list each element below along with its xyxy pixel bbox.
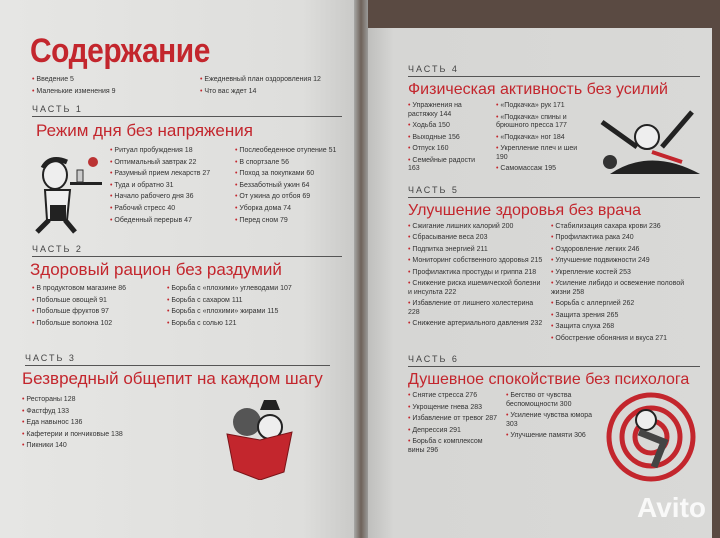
part-6-section — [408, 354, 700, 482]
toc-entry: • В спортзале 56 — [235, 157, 336, 169]
part-2-title: Здоровый рацион без раздумий — [30, 260, 282, 279]
toc-entry: • Укрепление плеч и шеи 190 — [496, 145, 588, 162]
book-gutter — [354, 0, 368, 538]
toc-entry: • Профилактика простуды и гриппа 218 — [408, 269, 543, 278]
toc-entry: • Ходьба 150 — [408, 122, 488, 131]
toc-entry: • Борьба с «плохими» жирами 115 — [167, 306, 292, 318]
toc-entry: • Перед сном 79 — [235, 215, 336, 227]
toc-entry: • Снижение риска ишемической болезни и инсульта 222 — [408, 280, 543, 297]
toc-entry: • Защита слуха 268 — [551, 323, 699, 332]
toc-entry: • Борьба с сахаром 111 — [167, 295, 292, 307]
toc-entry: • «Подкачка» спины и брюшного пресса 177 — [496, 114, 588, 131]
toc-entry: • Сжигание лишних калорий 200 — [408, 223, 543, 232]
toc-entry: • Что вас ждет 14 — [200, 86, 321, 98]
toc-entry: • Мониторинг собственного здоровья 215 — [408, 257, 543, 266]
intro-col1 — [32, 74, 116, 97]
toc-entry: • Избавление от тревог 287 — [408, 415, 498, 424]
part-2-label: ЧАСТЬ 2 — [32, 244, 342, 257]
toc-entry: • Семейные радости 163 — [408, 157, 488, 174]
part-4-label: ЧАСТЬ 4 — [408, 64, 700, 77]
toc-entry: • Улучшение подвижности 249 — [551, 257, 699, 266]
target-man-illustration — [604, 392, 699, 482]
happy-man-illustration — [596, 102, 700, 174]
toc-entry: • Начало рабочего дня 36 — [110, 191, 210, 203]
toc-entry: • Пикники 140 — [22, 440, 123, 452]
toc-entry: • Ежедневный план оздоровления 12 — [200, 74, 321, 86]
toc-entry: • Рестораны 128 — [22, 394, 123, 406]
toc-entry: • Побольше овощей 91 — [32, 295, 126, 307]
toc-entry: • Усиление либидо и освежение половой жизни 258 — [551, 280, 699, 297]
toc-entry: • Бегство от чувства беспомощности 300 — [506, 392, 596, 409]
toc-entry: • Защита зрения 265 — [551, 312, 699, 321]
part-5-title: Улучшение здоровья без врача — [408, 201, 642, 219]
part-1-col1 — [110, 145, 210, 226]
part-4-title: Физическая активность без усилий — [408, 81, 668, 98]
toc-entry: • Введение 5 — [32, 74, 116, 86]
part-2-col1 — [32, 283, 126, 329]
toc-entry: • Борьба с солью 121 — [167, 318, 292, 330]
toc-entry: • От ужина до отбоя 69 — [235, 191, 336, 203]
page-title: Содержание — [30, 32, 210, 70]
toc-entry: • Укрощение гнева 283 — [408, 404, 498, 413]
toc-entry: • Ритуал пробуждения 18 — [110, 145, 210, 157]
toc-entry: • Оптимальный завтрак 22 — [110, 157, 210, 169]
toc-entry: • Снятие стресса 276 — [408, 392, 498, 401]
part-2-col2 — [167, 283, 292, 329]
toc-entry: • Борьба с «плохими» углеводами 107 — [167, 283, 292, 295]
toc-entry: • Профилактика рака 240 — [551, 234, 699, 243]
part-4-col2 — [496, 102, 588, 177]
part-3-title: Безвредный общепит на каждом шагу — [22, 369, 323, 388]
avito-watermark: Avito — [637, 492, 706, 523]
toc-entry: • Фастфуд 133 — [22, 406, 123, 418]
readers-illustration — [222, 392, 297, 480]
toc-entry: • Уборка дома 74 — [235, 203, 336, 215]
toc-entry: • Обеденный перерыв 47 — [110, 215, 210, 227]
toc-entry: • «Подкачка» ног 184 — [496, 134, 588, 143]
waiter-illustration — [25, 150, 105, 235]
part-5-col1 — [408, 223, 543, 332]
toc-entry: • Побольше фруктов 97 — [32, 306, 126, 318]
part-4-section — [408, 64, 700, 177]
toc-entry: • Беззаботный ужин 64 — [235, 180, 336, 192]
toc-entry: • Маленькие изменения 9 — [32, 86, 116, 98]
right-page-content — [408, 64, 700, 490]
part-6-col2 — [506, 392, 596, 444]
toc-entry: • Побольше волокна 102 — [32, 318, 126, 330]
toc-entry: • Разумный прием лекарств 27 — [110, 168, 210, 180]
toc-entry: • Выходные 156 — [408, 134, 488, 143]
toc-entry: • Оздоровление легких 246 — [551, 246, 699, 255]
part-3-col1 — [22, 394, 123, 452]
part-3-label: ЧАСТЬ 3 — [25, 353, 330, 366]
toc-entry: • Туда и обратно 31 — [110, 180, 210, 192]
toc-entry: • Сбрасывание веса 203 — [408, 234, 543, 243]
part-6-label: ЧАСТЬ 6 — [408, 354, 700, 367]
toc-entry: • Обострение обоняния и вкуса 271 — [551, 335, 699, 344]
toc-entry: • Усиление чувства юмора 303 — [506, 412, 596, 429]
part-1-title: Режим дня без напряжения — [36, 121, 253, 140]
part-1-label: ЧАСТЬ 1 — [32, 104, 342, 117]
toc-entry: • «Подкачка» рук 171 — [496, 102, 588, 111]
toc-entry: • Самомассаж 195 — [496, 165, 588, 174]
part-4-col1 — [408, 102, 488, 177]
toc-entry: • Депрессия 291 — [408, 427, 498, 436]
toc-entry: • Поход за покупками 60 — [235, 168, 336, 180]
toc-entry: • Стабилизация сахара крови 236 — [551, 223, 699, 232]
toc-entry: • Борьба с комплексом вины 296 — [408, 438, 498, 455]
toc-entry: • Подпитка энергией 211 — [408, 246, 543, 255]
part-5-label: ЧАСТЬ 5 — [408, 185, 700, 198]
toc-entry: • Еда навынос 136 — [22, 417, 123, 429]
part-1-col2 — [235, 145, 336, 226]
part-6-col1 — [408, 392, 498, 458]
part-5-section — [408, 185, 700, 347]
part-6-title: Душевное спокойствие без психолога — [408, 371, 690, 388]
toc-entry: • В продуктовом магазине 86 — [32, 283, 126, 295]
toc-entry: • Улучшение памяти 306 — [506, 432, 596, 441]
intro-col2 — [200, 74, 321, 97]
toc-entry: • Упражнения на растяжку 144 — [408, 102, 488, 119]
toc-entry: • Борьба с аллергией 262 — [551, 300, 699, 309]
toc-entry: • Послеобеденное отупение 51 — [235, 145, 336, 157]
toc-entry: • Отпуск 160 — [408, 145, 488, 154]
toc-entry: • Укрепление костей 253 — [551, 269, 699, 278]
part-5-col2 — [551, 223, 699, 347]
toc-entry: • Избавление от лишнего холестерина 228 — [408, 300, 543, 317]
toc-entry: • Снижение артериального давления 232 — [408, 320, 543, 329]
toc-entry: • Рабочий стресс 40 — [110, 203, 210, 215]
toc-entry: • Кафетерии и пончиковые 138 — [22, 429, 123, 441]
